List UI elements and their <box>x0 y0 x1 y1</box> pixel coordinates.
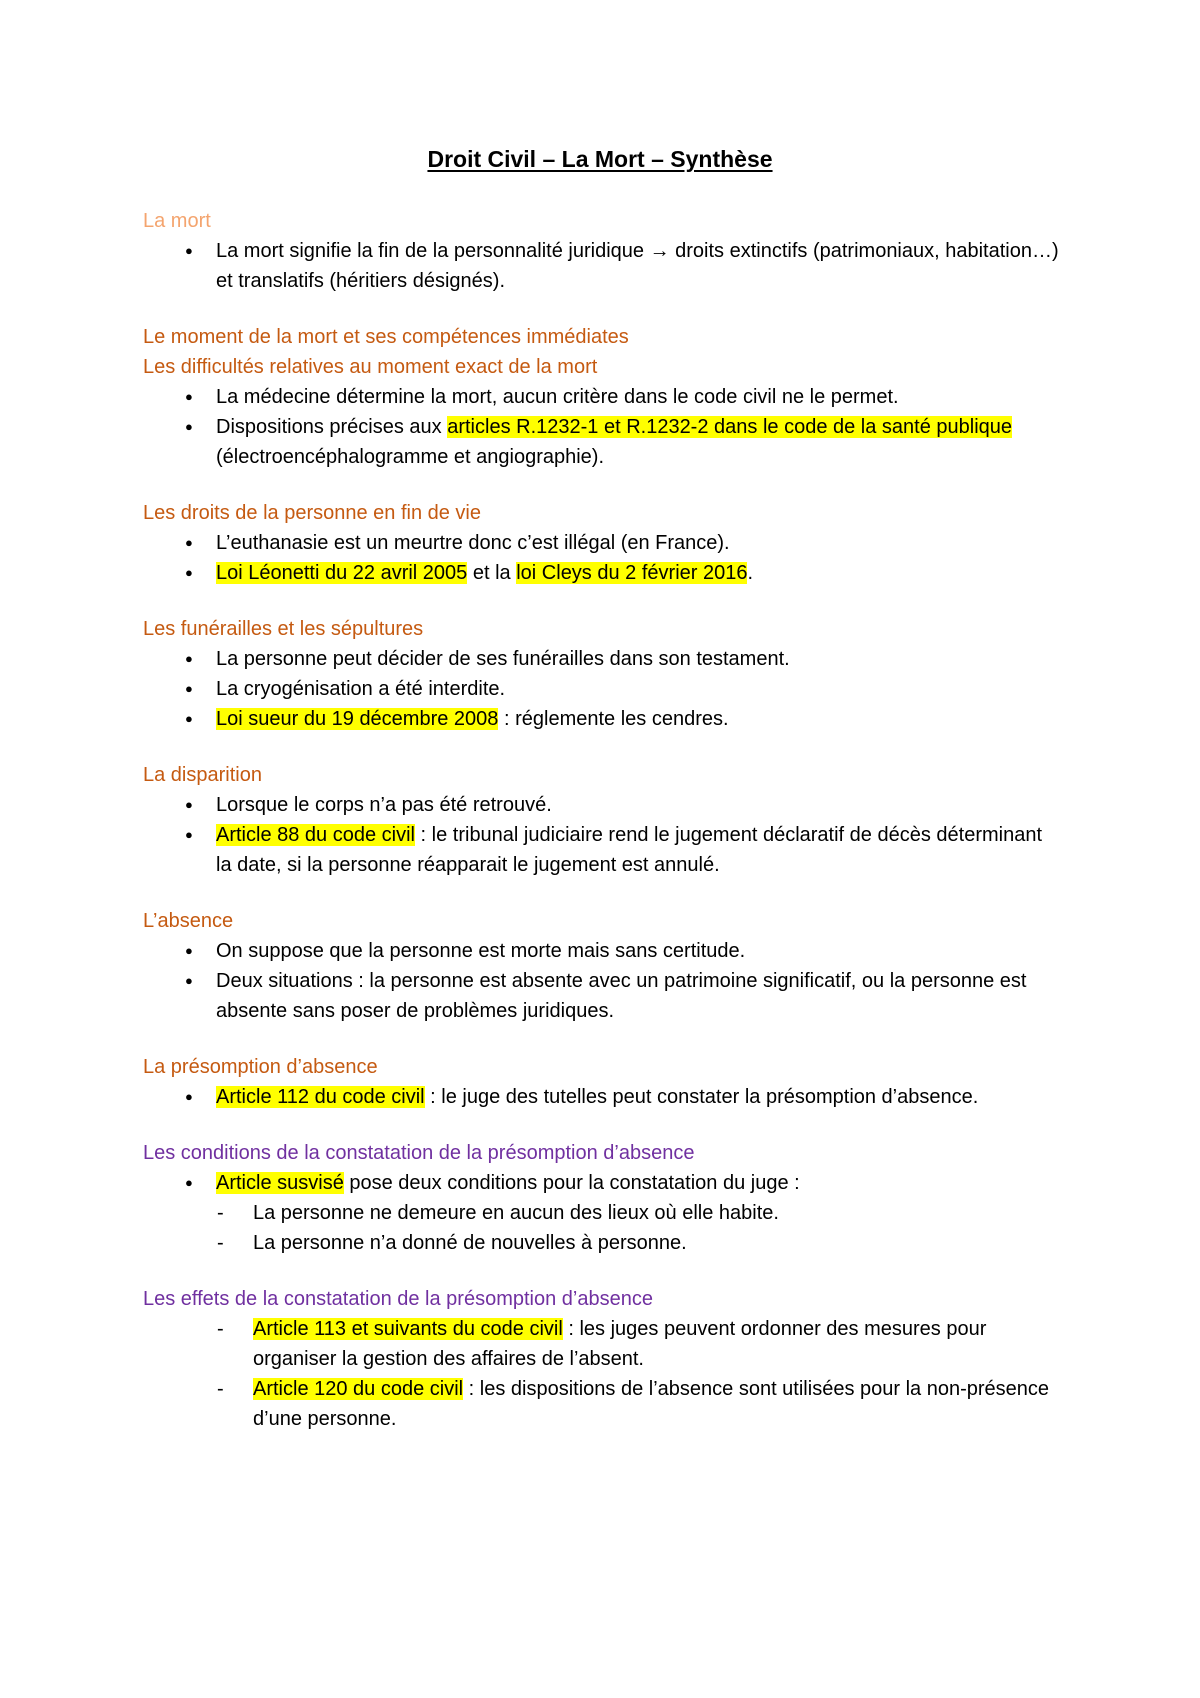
section-heading: Les effets de la constatation de la présomption d’absence <box>143 1288 653 1310</box>
list-item: ● On suppose que la personne est morte mais sans certitude. <box>143 936 1063 966</box>
text-run: et la <box>467 562 517 584</box>
list-item: ● La médecine détermine la mort, aucun critère dans le code civil ne le permet. <box>143 382 1063 412</box>
bullet-list <box>143 382 1063 472</box>
list-item <box>143 1168 1063 1198</box>
list-item: - La personne ne demeure en aucun des lieux où elle habite. <box>143 1198 1063 1228</box>
section-funerailles <box>143 614 1063 734</box>
document-title: Droit Civil – La Mort – Synthèse <box>427 146 773 172</box>
text-run: pose deux conditions pour la constatation du juge : <box>343 1172 800 1194</box>
highlighted-reference: Article 112 du code civil <box>216 1086 425 1108</box>
list-item <box>143 558 1063 588</box>
highlighted-reference: loi Cleys du 2 février 2016 <box>516 562 748 584</box>
bullet-list <box>143 790 1063 880</box>
highlighted-reference: Loi sueur du 19 décembre 2008 <box>216 708 499 730</box>
section-heading: La présomption d’absence <box>143 1056 378 1078</box>
section-heading: La disparition <box>143 764 262 786</box>
dash-list <box>143 1314 1063 1434</box>
text-run: : les dispositions de l’absence sont utilisées pour la non-présence d’une personne. <box>253 1378 1050 1430</box>
list-item: ● La personne peut décider de ses funérailles dans son testament. <box>143 644 1063 674</box>
dash-list <box>143 1198 1063 1258</box>
text-run: (électroencéphalogramme et angiographie). <box>216 446 605 468</box>
section-heading: Les conditions de la constatation de la présomption d’absence <box>143 1142 695 1164</box>
section-effets-constatation <box>143 1284 1063 1434</box>
list-item: ● La mort signifie la fin de la personnalité juridique → droits extinctifs (patrimoniaux, habitation…) et translatifs (héritiers désignés). <box>143 236 1063 296</box>
list-item <box>143 704 1063 734</box>
text-run: : réglemente les cendres. <box>498 708 729 730</box>
section-fin-de-vie <box>143 498 1063 588</box>
list-item <box>143 820 1063 880</box>
text-run: : le juge des tutelles peut constater la présomption d’absence. <box>424 1086 979 1108</box>
section-heading: Les funérailles et les sépultures <box>143 618 424 640</box>
section-heading: La mort <box>143 210 211 232</box>
list-item: ● Lorsque le corps n’a pas été retrouvé. <box>143 790 1063 820</box>
list-item <box>143 1082 1063 1112</box>
list-item <box>143 412 1063 472</box>
section-heading: Le moment de la mort et ses compétences immédiates <box>143 326 629 348</box>
list-item: ● La cryogénisation a été interdite. <box>143 674 1063 704</box>
section-absence <box>143 906 1063 1026</box>
text-run: Dispositions précises aux <box>216 416 448 438</box>
list-item: - La personne n’a donné de nouvelles à personne. <box>143 1228 1063 1258</box>
text-run: : le tribunal judiciaire rend le jugement déclaratif de décès déterminant la date, si la personne réapparait le jugement est annulé. <box>216 824 1043 876</box>
highlighted-reference: Loi Léonetti du 22 avril 2005 <box>216 562 468 584</box>
bullet-list <box>143 936 1063 1026</box>
section-heading: L’absence <box>143 910 234 932</box>
bullet-list <box>143 1082 1063 1112</box>
section-la-mort <box>143 206 1063 296</box>
list-item: ● L’euthanasie est un meurtre donc c’est illégal (en France). <box>143 528 1063 558</box>
section-moment-de-la-mort <box>143 322 1063 472</box>
list-item <box>143 1314 1063 1374</box>
highlighted-reference: Article 120 du code civil <box>253 1378 464 1400</box>
bullet-list <box>143 236 1063 296</box>
subsection-heading: Les difficultés relatives au moment exact de la mort <box>143 356 598 378</box>
text-run: . <box>747 562 754 584</box>
section-presomption-absence <box>143 1052 1063 1112</box>
highlighted-reference: articles R.1232-1 et R.1232-2 dans le code de la santé publique <box>447 416 1013 438</box>
highlighted-reference: Article 88 du code civil <box>216 824 415 846</box>
list-item <box>143 1374 1063 1434</box>
section-conditions-constatation <box>143 1138 1063 1258</box>
highlighted-reference: Article 113 et suivants du code civil <box>253 1318 563 1340</box>
bullet-list <box>143 1168 1063 1198</box>
highlighted-reference: Article susvisé <box>216 1172 344 1194</box>
list-item: ● Deux situations : la personne est absente avec un patrimoine significatif, ou la personne est absente sans poser de problèmes juridiques. <box>143 966 1063 1026</box>
section-heading: Les droits de la personne en fin de vie <box>143 502 481 524</box>
text-run: : les juges peuvent ordonner des mesures pour organiser la gestion des affaires de l’absent. <box>253 1318 987 1370</box>
bullet-list <box>143 528 1063 588</box>
bullet-list <box>143 644 1063 734</box>
document-body <box>143 206 1063 1460</box>
section-disparition <box>143 760 1063 880</box>
